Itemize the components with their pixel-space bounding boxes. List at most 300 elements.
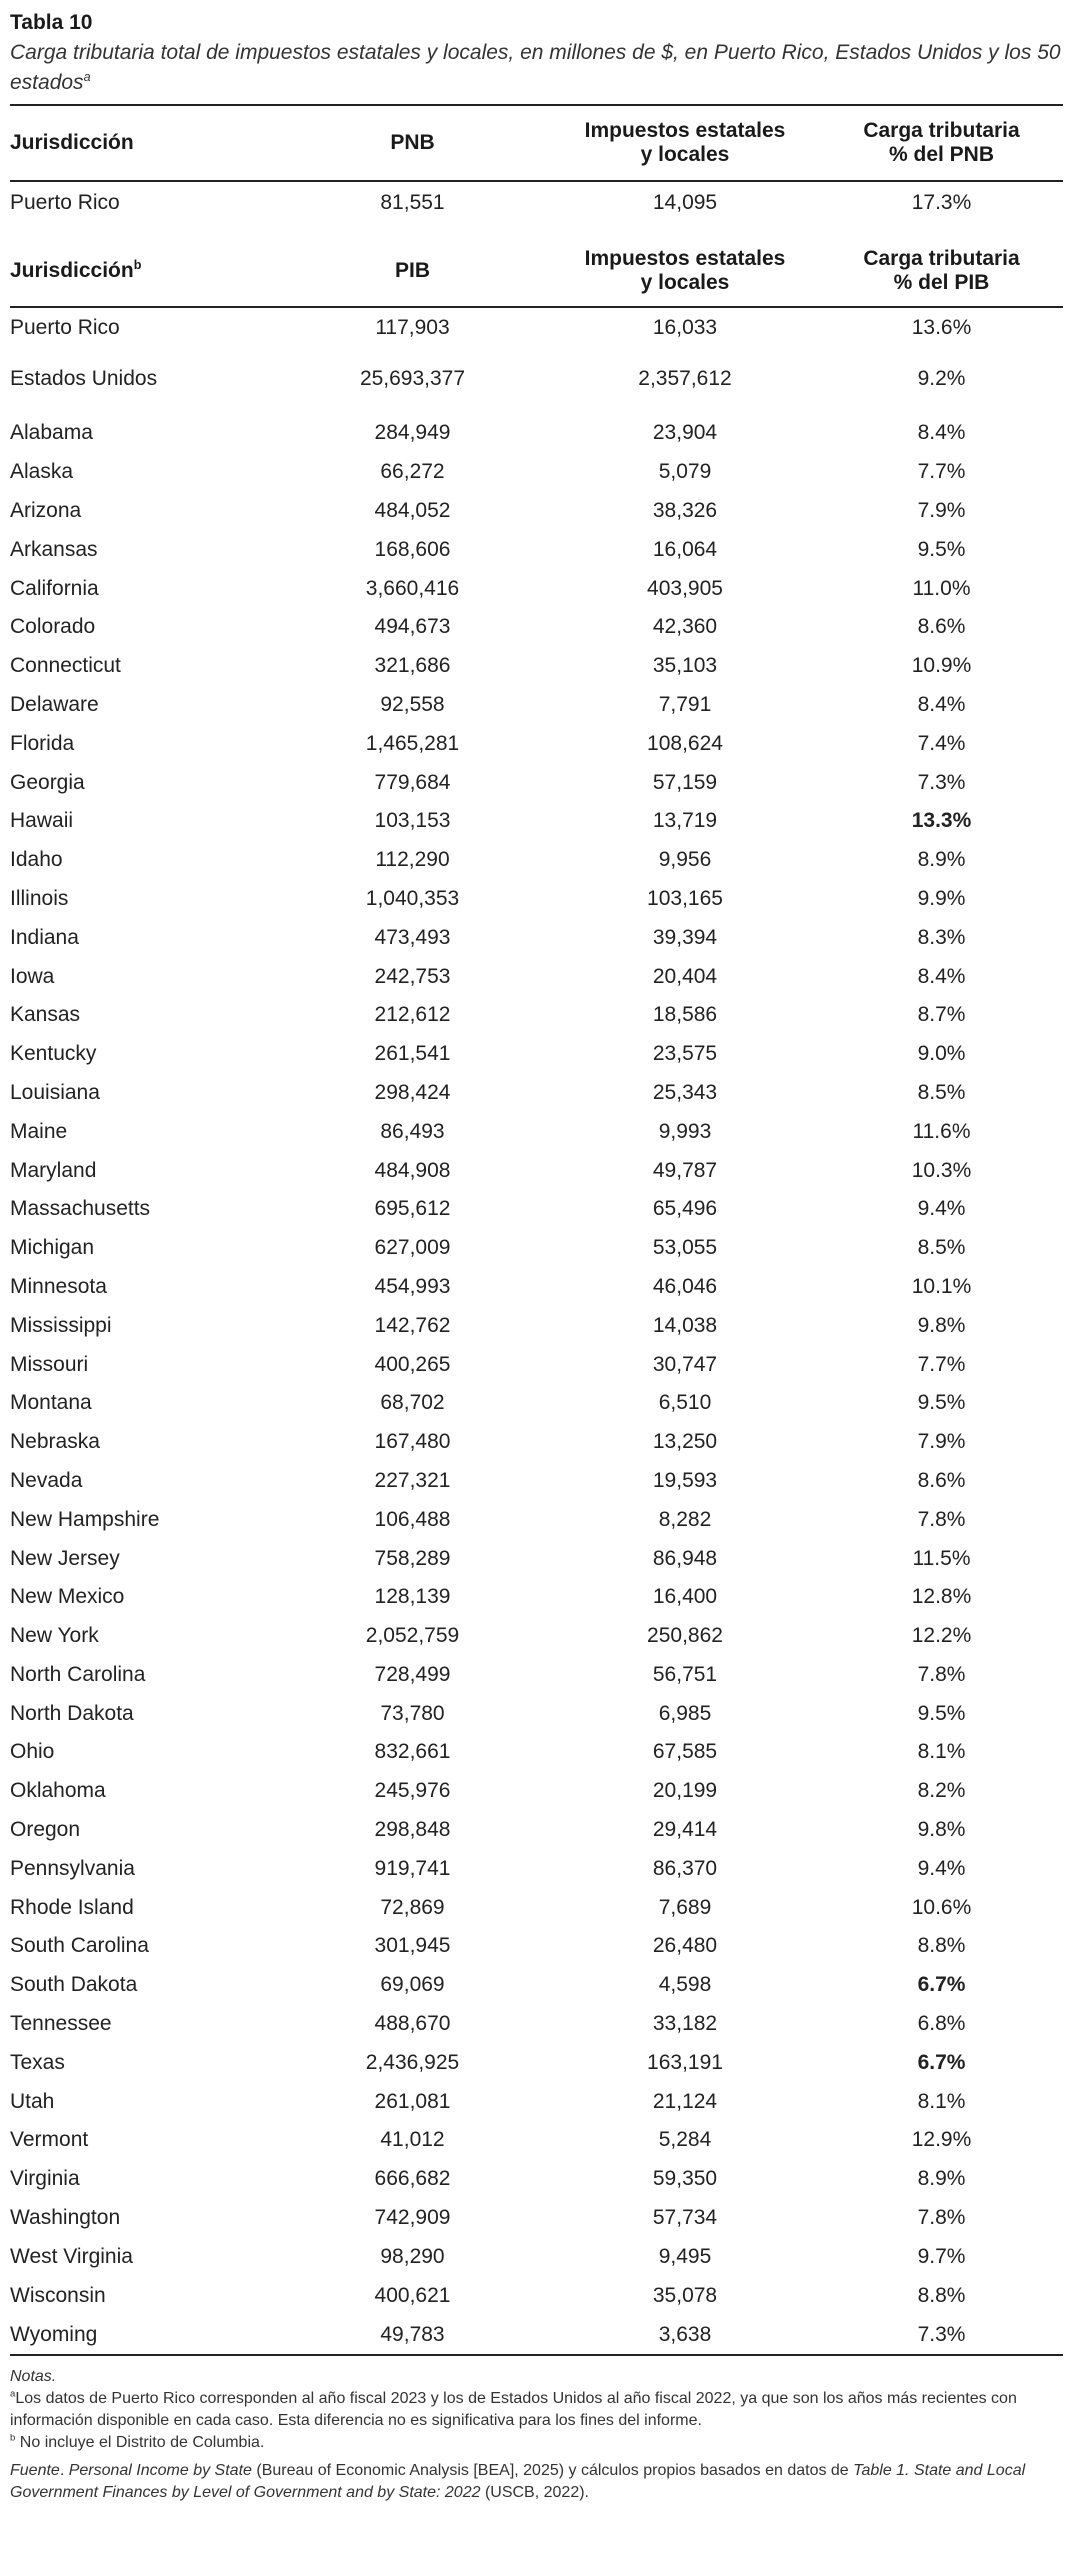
cell-jurisdiccion: Illinois (10, 886, 69, 910)
cell-impuestos: 57,734 (652, 2206, 718, 2230)
cell-jurisdiccion: Louisiana (10, 1080, 100, 1104)
cell-impuestos: 39,394 (652, 925, 718, 949)
cell-pib: 73,780 (380, 1701, 445, 1725)
note-a-mark: a (10, 2388, 16, 2400)
cell-pib: 86,493 (380, 1119, 445, 1143)
note-a-text: Los datos de Puerto Rico corresponden al año fiscal 2023 y los de Estados Unidos al año fiscal 2022, ya que son los años más recientes con información disponible en cada caso. Esta diferencia no es significativa para los fines del informe. (10, 2390, 1017, 2430)
cell-carga: 7.3% (820, 2315, 1063, 2355)
table-row (10, 880, 1063, 919)
tax-burden-table (10, 104, 1063, 2356)
cell-jurisdiccion: New Hampshire (10, 1507, 160, 1531)
cell-pib: 400,621 (374, 2283, 451, 2307)
cell-impuestos: 6,985 (658, 1701, 712, 1725)
cell-carga: 9.9% (917, 886, 966, 910)
cell-carga: 6.8% (917, 2012, 966, 2036)
cell-jurisdiccion: Minnesota (10, 1274, 107, 1298)
header-jurisdiccion-text: Jurisdicción (10, 259, 134, 282)
cell-carga: 12.2% (911, 1624, 972, 1648)
cell-impuestos: 46,046 (652, 1274, 718, 1298)
table-row (10, 802, 1063, 841)
table-row (10, 1306, 1063, 1345)
table-row (10, 763, 1063, 802)
cell-carga: 9.7% (917, 2244, 966, 2268)
header-impuestos-line2: y locales (640, 143, 730, 166)
cell-pib: 41,012 (380, 2128, 445, 2152)
cell-pib: 25,693,377 (359, 367, 466, 390)
table-row (10, 2043, 1063, 2082)
cell-jurisdiccion: New Mexico (10, 1585, 125, 1609)
cell-jurisdiccion: Nebraska (10, 1430, 100, 1454)
cell-pib: 117,903 (375, 316, 450, 339)
cell-pib: 92,558 (380, 692, 445, 716)
cell-jurisdiccion: North Dakota (10, 1701, 134, 1725)
cell-pib: 919,741 (374, 1856, 451, 1880)
cell-pib: 245,976 (374, 1779, 451, 1803)
cell-jurisdiccion: Utah (10, 2089, 55, 2113)
cell-carga: 7.4% (917, 731, 966, 755)
header-impuestos-line2: y locales (640, 271, 730, 294)
cell-impuestos: 33,182 (652, 2012, 718, 2036)
cell-carga: 7.9% (917, 498, 966, 522)
cell-pib: 72,869 (380, 1895, 445, 1919)
notes-title: Notas. (10, 2368, 57, 2386)
cell-carga: 7.9% (917, 1430, 966, 1454)
header-pnb: PNB (275, 105, 550, 181)
cell-jurisdiccion: Puerto Rico (10, 316, 120, 339)
cell-pib: 128,139 (374, 1585, 451, 1609)
cell-impuestos: 25,343 (652, 1080, 718, 1104)
table-row (10, 1229, 1063, 1268)
table-label: Tabla 10 (10, 11, 93, 34)
cell-pib: 66,272 (380, 460, 445, 484)
cell-jurisdiccion: Georgia (10, 770, 85, 794)
table-row (10, 647, 1063, 686)
cell-impuestos: 42,360 (652, 615, 718, 639)
cell-pib: 1,040,353 (365, 886, 460, 910)
cell-pib: 167,480 (374, 1430, 451, 1454)
cell-pib: 2,052,759 (365, 1624, 460, 1648)
cell-carga: 8.9% (917, 2167, 966, 2191)
cell-jurisdiccion: Estados Unidos (10, 367, 158, 390)
cell-jurisdiccion: Texas (10, 2050, 65, 2074)
cell-pib: 106,488 (374, 1507, 451, 1531)
cell-jurisdiccion: Oregon (10, 1818, 81, 1842)
cell-jurisdiccion: Washington (10, 2206, 121, 2230)
cell-carga: 7.8% (917, 1507, 966, 1531)
cell-jurisdiccion: West Virginia (10, 2244, 133, 2268)
cell-jurisdiccion: Oklahoma (10, 1779, 106, 1803)
cell-impuestos: 5,284 (658, 2128, 712, 2152)
table-row (10, 1656, 1063, 1695)
cell-jurisdiccion: Ohio (10, 1740, 55, 1764)
cell-pib: 627,009 (374, 1236, 451, 1260)
table-row (10, 2082, 1063, 2121)
cell-carga: 8.6% (917, 615, 966, 639)
table-row (10, 1423, 1063, 1462)
cell-impuestos: 7,791 (658, 692, 712, 716)
cell-carga: 9.4% (917, 1197, 966, 1221)
cell-carga: 9.8% (917, 1818, 966, 1842)
cell-carga: 10.3% (911, 1158, 972, 1182)
cell-jurisdiccion: Maryland (10, 1158, 97, 1182)
cell-jurisdiccion: Mississippi (10, 1313, 112, 1337)
table-row (10, 453, 1063, 492)
cell-impuestos: 23,575 (652, 1042, 718, 1066)
cell-impuestos: 16,033 (652, 316, 718, 339)
cell-carga: 8.5% (917, 1236, 966, 1260)
cell-impuestos: 9,993 (658, 1119, 712, 1143)
table-row (10, 569, 1063, 608)
cell-jurisdiccion: Maine (10, 1119, 68, 1143)
note-b (10, 2432, 1063, 2454)
cell-jurisdiccion: Connecticut (10, 654, 121, 678)
cell-pib: 484,052 (374, 498, 451, 522)
cell-jurisdiccion: Arkansas (10, 537, 98, 561)
cell-pib: 261,541 (374, 1042, 451, 1066)
cell-pib: 3,660,416 (365, 576, 460, 600)
cell-pib: 695,612 (374, 1197, 451, 1221)
cell-carga: 10.6% (911, 1895, 972, 1919)
source-label: Fuente (10, 2462, 60, 2480)
cell-jurisdiccion: Arizona (10, 498, 82, 522)
cell-jurisdiccion: Colorado (10, 615, 96, 639)
cell-impuestos: 250,862 (647, 1624, 723, 1648)
table-row (10, 1811, 1063, 1850)
cell-jurisdiccion: Wyoming (10, 2315, 275, 2355)
cell-carga: 8.1% (917, 2089, 966, 2113)
cell-carga: 8.6% (917, 1468, 966, 1492)
table-row (10, 1190, 1063, 1229)
cell-impuestos: 163,191 (647, 2050, 723, 2074)
cell-carga: 8.4% (917, 964, 966, 988)
cell-impuestos: 6,510 (658, 1391, 712, 1415)
cell-jurisdiccion: Vermont (10, 2128, 89, 2152)
cell-jurisdiccion: Puerto Rico (10, 191, 120, 214)
cell-jurisdiccion: Missouri (10, 1352, 89, 1376)
cell-carga: 13.6% (911, 316, 972, 339)
table-caption (10, 38, 1063, 98)
table-row (10, 2160, 1063, 2199)
header-carga (820, 105, 1063, 181)
cell-pib: 1,465,281 (365, 731, 460, 755)
table-row (10, 2237, 1063, 2276)
header-impuestos (550, 105, 820, 181)
table-row (10, 1849, 1063, 1888)
cell-pib: 666,682 (374, 2167, 451, 2191)
cell-carga: 9.2% (917, 367, 966, 390)
table-row (10, 1772, 1063, 1811)
table-row (10, 957, 1063, 996)
table-row (10, 1074, 1063, 1113)
cell-jurisdiccion: Alaska (10, 460, 74, 484)
header-impuestos (550, 224, 820, 307)
cell-pib: 400,265 (374, 1352, 451, 1376)
cell-carga: 11.5% (912, 1546, 971, 1570)
cell-carga: 6.7% (917, 1973, 966, 1997)
cell-impuestos: 57,159 (652, 770, 718, 794)
cell-carga: 9.0% (917, 1042, 966, 1066)
table-row (10, 2121, 1063, 2160)
table-row-puerto-rico-pnb (10, 181, 1063, 224)
cell-impuestos: 59,350 (652, 2167, 718, 2191)
cell-jurisdiccion: North Carolina (10, 1662, 146, 1686)
table-row (10, 1539, 1063, 1578)
header-impuestos-line1: Impuestos estatales (584, 119, 786, 142)
table-row (10, 1694, 1063, 1733)
cell-jurisdiccion: Virginia (10, 2167, 80, 2191)
caption-text: Carga tributaria total de impuestos estatales y locales, en millones de $, en Puerto Rico, Estados Unidos y los 50 estados (10, 41, 1061, 94)
cell-impuestos: 38,326 (652, 498, 718, 522)
table-row (10, 414, 1063, 453)
header-carga-line1: Carga tributaria (863, 119, 1020, 142)
cell-impuestos: 3,638 (550, 2315, 820, 2355)
source-note (10, 2460, 1063, 2504)
cell-jurisdiccion: California (10, 576, 99, 600)
table-row (10, 1151, 1063, 1190)
header-jurisdiccion (10, 224, 275, 307)
cell-impuestos: 30,747 (652, 1352, 718, 1376)
table-row-estados-unidos (10, 348, 1063, 414)
cell-pib: 49,783 (275, 2315, 550, 2355)
table-row (10, 2315, 1063, 2355)
cell-jurisdiccion: South Dakota (10, 1973, 138, 1997)
cell-carga: 9.5% (917, 1701, 966, 1725)
cell-jurisdiccion: Kentucky (10, 1042, 97, 1066)
cell-carga: 12.9% (911, 2128, 972, 2152)
cell-pib: 227,321 (374, 1468, 451, 1492)
cell-jurisdiccion: Pennsylvania (10, 1856, 135, 1880)
cell-pib: 284,949 (374, 421, 451, 445)
cell-pib: 112,290 (375, 848, 450, 872)
cell-impuestos: 14,095 (652, 191, 718, 214)
cell-impuestos: 67,585 (652, 1740, 718, 1764)
cell-pib: 728,499 (374, 1662, 451, 1686)
source-title-1: Personal Income by State (68, 2462, 252, 2480)
table-row (10, 724, 1063, 763)
table-row (10, 1035, 1063, 1074)
cell-pib: 142,762 (374, 1313, 451, 1337)
note-b-mark: b (10, 2432, 16, 2444)
table-row-puerto-rico-pib (10, 307, 1063, 348)
table-row (10, 1966, 1063, 2005)
source-end: (USCB, 2022). (480, 2484, 589, 2502)
table-row (10, 492, 1063, 531)
cell-pib: 454,993 (374, 1274, 451, 1298)
cell-carga: 8.8% (917, 2283, 966, 2307)
cell-jurisdiccion: Massachusetts (10, 1197, 151, 1221)
cell-impuestos: 35,078 (652, 2283, 718, 2307)
cell-pib: 742,909 (374, 2206, 451, 2230)
header-impuestos-line1: Impuestos estatales (584, 247, 786, 270)
cell-pib: 473,493 (374, 925, 451, 949)
cell-impuestos: 35,103 (652, 654, 718, 678)
cell-jurisdiccion: Iowa (10, 964, 55, 988)
cell-impuestos: 5,079 (658, 460, 712, 484)
cell-carga: 7.7% (917, 460, 966, 484)
cell-impuestos: 103,165 (647, 886, 723, 910)
cell-jurisdiccion: Tennessee (10, 2012, 112, 2036)
cell-impuestos: 9,495 (658, 2244, 712, 2268)
cell-carga: 8.4% (917, 421, 966, 445)
cell-impuestos: 108,624 (647, 731, 723, 755)
cell-impuestos: 20,404 (652, 964, 718, 988)
cell-jurisdiccion: Wisconsin (10, 2283, 106, 2307)
cell-carga: 9.8% (917, 1313, 966, 1337)
cell-impuestos: 23,904 (652, 421, 718, 445)
cell-impuestos: 2,357,612 (638, 367, 732, 390)
header-carga-line2: % del PNB (888, 143, 995, 166)
cell-jurisdiccion: Idaho (10, 848, 63, 872)
table-row (10, 530, 1063, 569)
cell-carga: 6.7% (917, 2050, 966, 2074)
table-row (10, 1888, 1063, 1927)
cell-pib: 2,436,925 (365, 2050, 460, 2074)
cell-impuestos: 16,400 (652, 1585, 718, 1609)
table-row (10, 1112, 1063, 1151)
cell-pib: 298,848 (374, 1818, 451, 1842)
table-row (10, 1500, 1063, 1539)
cell-impuestos: 9,956 (658, 848, 712, 872)
cell-carga: 8.1% (917, 1740, 966, 1764)
cell-carga: 8.2% (917, 1779, 966, 1803)
cell-impuestos: 14,038 (652, 1313, 718, 1337)
cell-jurisdiccion: Nevada (10, 1468, 83, 1492)
table-row (10, 1733, 1063, 1772)
cell-impuestos: 16,064 (652, 537, 718, 561)
cell-pib: 103,153 (374, 809, 451, 833)
cell-pib: 758,289 (374, 1546, 451, 1570)
header-pib: PIB (275, 224, 550, 307)
cell-impuestos: 19,593 (652, 1468, 718, 1492)
cell-jurisdiccion: Delaware (10, 692, 99, 716)
cell-pib: 69,069 (380, 1973, 445, 1997)
note-a (10, 2388, 1063, 2432)
table-row (10, 2005, 1063, 2044)
cell-impuestos: 13,719 (652, 809, 718, 833)
note-b-text: No incluye el Distrito de Columbia. (19, 2434, 265, 2452)
cell-carga: 10.9% (911, 654, 972, 678)
cell-pib: 68,702 (380, 1391, 445, 1415)
cell-pib: 484,908 (374, 1158, 451, 1182)
table-row (10, 996, 1063, 1035)
cell-carga: 8.7% (917, 1003, 966, 1027)
cell-impuestos: 21,124 (652, 2089, 718, 2113)
table-row (10, 918, 1063, 957)
cell-pib: 832,661 (374, 1740, 451, 1764)
cell-impuestos: 29,414 (652, 1818, 718, 1842)
table-notes (10, 2366, 1063, 2454)
cell-impuestos: 86,948 (652, 1546, 718, 1570)
table-row (10, 2199, 1063, 2238)
cell-jurisdiccion: South Carolina (10, 1934, 149, 1958)
cell-carga: 7.7% (917, 1352, 966, 1376)
cell-carga: 13.3% (911, 809, 972, 833)
cell-impuestos: 65,496 (652, 1197, 718, 1221)
cell-pib: 298,424 (374, 1080, 451, 1104)
cell-pib: 488,670 (374, 2012, 451, 2036)
cell-pib: 168,606 (374, 537, 451, 561)
header-carga (820, 224, 1063, 307)
source-mid: (Bureau of Economic Analysis [BEA], 2025) y cálculos propios basados en datos de (251, 2462, 854, 2480)
cell-carga: 10.1% (911, 1274, 972, 1298)
cell-carga: 9.5% (917, 537, 966, 561)
source-period: . (59, 2462, 69, 2480)
cell-impuestos: 403,905 (647, 576, 723, 600)
cell-impuestos: 56,751 (652, 1662, 718, 1686)
cell-impuestos: 49,787 (652, 1158, 718, 1182)
cell-carga: 11.0% (912, 576, 971, 600)
cell-impuestos: 13,250 (652, 1430, 718, 1454)
table-row (10, 1384, 1063, 1423)
cell-jurisdiccion: New Jersey (10, 1546, 120, 1570)
cell-pib: 212,612 (374, 1003, 451, 1027)
cell-impuestos: 8,282 (658, 1507, 712, 1531)
table-row (10, 608, 1063, 647)
header-row-pnb (10, 105, 1063, 181)
cell-pib: 261,081 (374, 2089, 451, 2113)
cell-carga: 8.9% (917, 848, 966, 872)
cell-carga: 11.6% (912, 1119, 971, 1143)
header-footnote-mark: b (133, 258, 142, 272)
caption-footnote-mark: a (83, 70, 91, 84)
cell-impuestos: 4,598 (658, 1973, 712, 1997)
header-carga-line1: Carga tributaria (863, 247, 1020, 270)
table-row (10, 1462, 1063, 1501)
header-row-pib (10, 224, 1063, 307)
cell-impuestos: 7,689 (658, 1895, 712, 1919)
cell-carga: 7.3% (917, 770, 966, 794)
cell-carga: 17.3% (911, 191, 972, 214)
cell-pib: 779,684 (374, 770, 451, 794)
table-row (10, 1927, 1063, 1966)
table-row (10, 686, 1063, 725)
cell-impuestos: 53,055 (652, 1236, 718, 1260)
table-row (10, 2276, 1063, 2315)
cell-jurisdiccion: Alabama (10, 421, 93, 445)
cell-pnb: 81,551 (380, 191, 445, 214)
cell-carga: 7.8% (917, 1662, 966, 1686)
table-row (10, 1268, 1063, 1307)
cell-impuestos: 26,480 (652, 1934, 718, 1958)
cell-jurisdiccion: Michigan (10, 1236, 95, 1260)
cell-carga: 7.8% (917, 2206, 966, 2230)
cell-impuestos: 86,370 (652, 1856, 718, 1880)
cell-jurisdiccion: Rhode Island (10, 1895, 134, 1919)
cell-impuestos: 18,586 (652, 1003, 718, 1027)
table-row (10, 1578, 1063, 1617)
cell-carga: 12.8% (911, 1585, 972, 1609)
cell-jurisdiccion: Montana (10, 1391, 92, 1415)
header-carga-line2: % del PIB (893, 271, 990, 294)
cell-jurisdiccion: Indiana (10, 925, 79, 949)
header-jurisdiccion: Jurisdicción (10, 105, 275, 181)
cell-jurisdiccion: Florida (10, 731, 75, 755)
cell-carga: 8.4% (917, 692, 966, 716)
cell-jurisdiccion: Hawaii (10, 809, 74, 833)
source-title-2: Table 1. State and Local Government Finances by Level of Government and by State: 2022 (10, 2462, 1026, 2502)
table-row (10, 1345, 1063, 1384)
cell-pib: 494,673 (374, 615, 451, 639)
cell-jurisdiccion: New York (10, 1624, 99, 1648)
cell-pib: 301,945 (374, 1934, 451, 1958)
cell-pib: 321,686 (374, 654, 451, 678)
cell-pib: 98,290 (380, 2244, 445, 2268)
cell-carga: 9.5% (917, 1391, 966, 1415)
cell-jurisdiccion: Kansas (10, 1003, 81, 1027)
cell-carga: 8.5% (917, 1080, 966, 1104)
table-row (10, 1617, 1063, 1656)
cell-pib: 242,753 (374, 964, 451, 988)
